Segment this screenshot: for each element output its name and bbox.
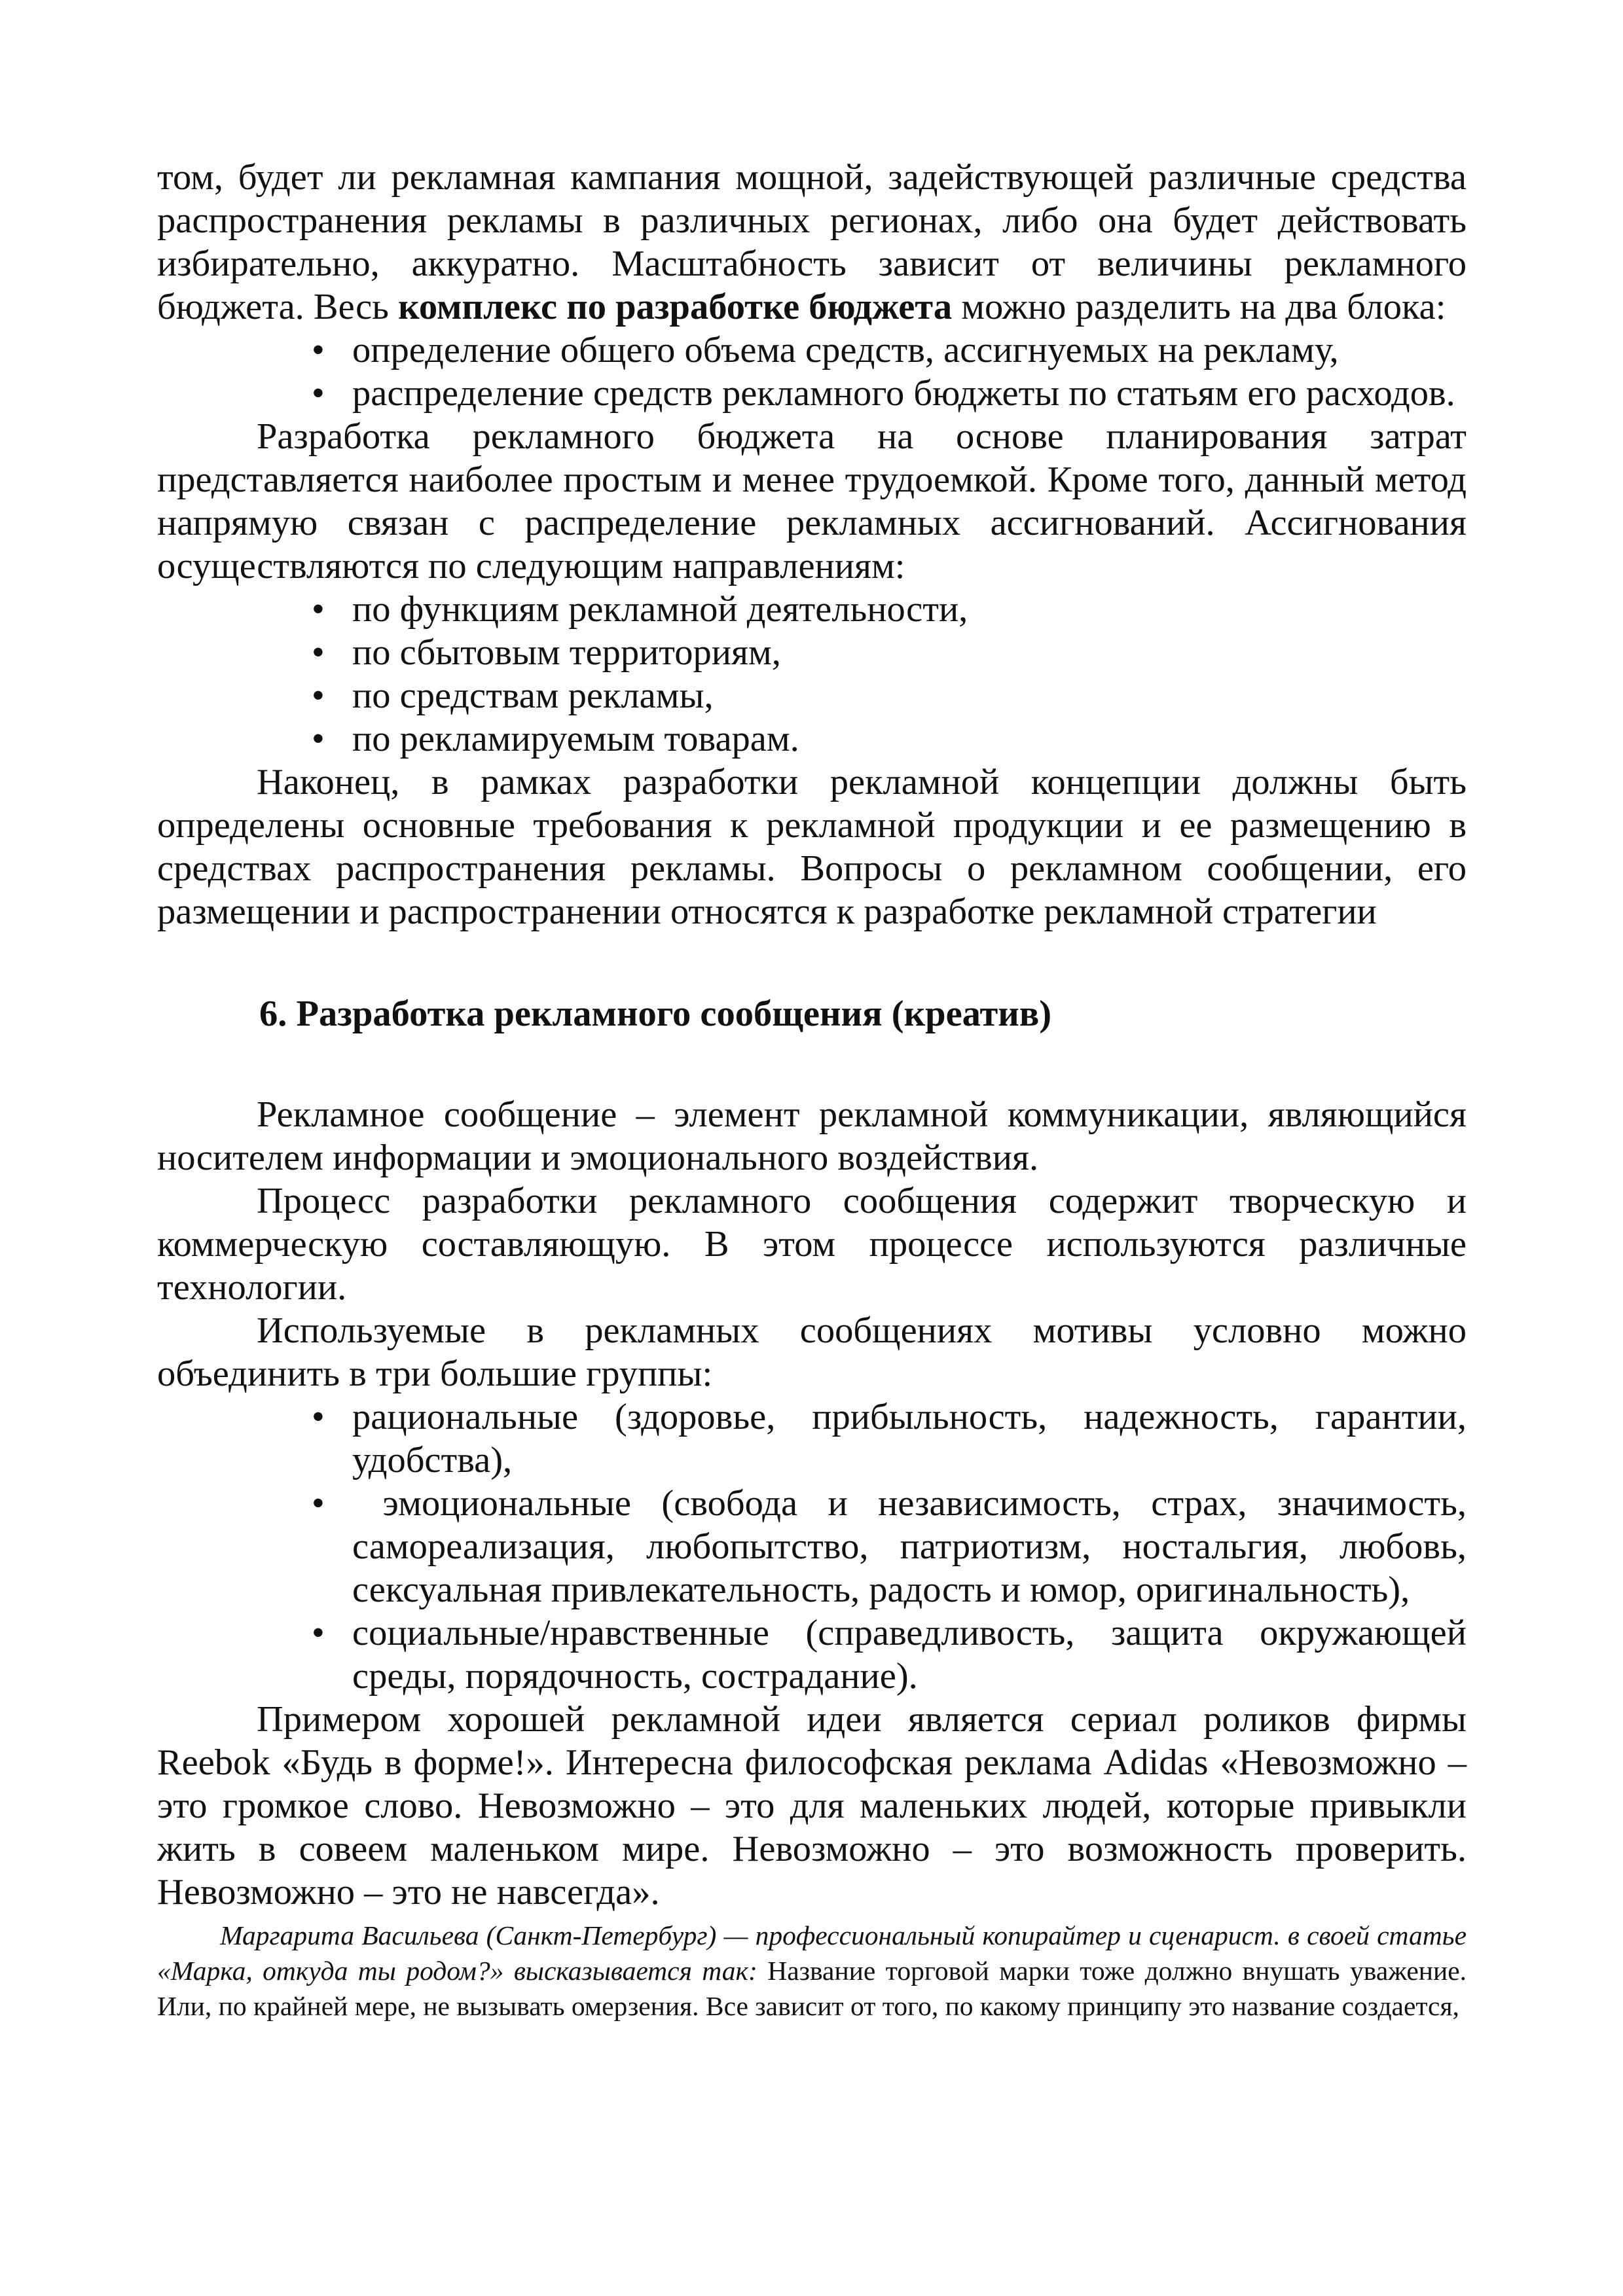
list-item (312, 631, 1467, 674)
motives-intro-paragraph: Используемые в рекламных сообщениях мотивы условно можно объединить в три большие группы: (157, 1310, 1467, 1394)
list-item-text: по сбытовым территориям, (352, 632, 781, 673)
bullet-icon: • (312, 675, 325, 716)
document-page (157, 156, 1476, 2024)
list-item-text: по рекламируемым товарам. (352, 719, 799, 759)
bullet-icon: • (312, 330, 325, 370)
list-item-text: эмоциональные (свобода и независимость, страх, значимость, самореализация, любопытство, патриотизм, ностальгия, любовь, сексуальная привлекательность, радость и юмор, оригинальность), (352, 1483, 1476, 1610)
list-item (312, 674, 1467, 717)
bullet-icon: • (312, 1613, 325, 1653)
list-item-text: распределение средств рекламного бюджеты по статьям его расходов. (352, 373, 1455, 414)
list-item-text: по функциям рекламной деятельности, (352, 589, 968, 630)
example-paragraph: Примером хорошей рекламной идеи является сериал роликов фирмы Reebok «Будь в форме!». Интересна философская реклама Adidas «Невозможно – это громкое слово. Невозможно – это для маленьких людей, которые привыкли жить в совеем маленьком мире. Невозможно – это возможность проверить. Невозможно – это не навсегда». (157, 1699, 1467, 1912)
main-text (157, 156, 1476, 1914)
intro-text-1: том, будет ли рекламная кампания мощной, задействующей различные средства распространения рекламы в различных регионах, либо она будет действовать избирательно, аккуратно. Масштабность зависит от величины рекламного бюджета. Весь (157, 157, 1467, 327)
note-regular-text: Название торговой марки тоже должно внушать уважение. Или, по крайней мере, не вызывать омерзения. Все зависит от того, по какому принципу это название создается, (157, 1956, 1467, 2021)
list-item-text: определение общего объема средств, ассигнуемых на рекламу, (352, 330, 1339, 370)
list-item-text: рациональные (здоровье, прибыльность, надежность, гарантии, удобства), (352, 1397, 1467, 1480)
intro-paragraph (157, 156, 1467, 329)
bullet-icon: • (312, 632, 325, 673)
list-item (312, 1395, 1467, 1482)
list-item (312, 329, 1467, 372)
bullet-icon: • (312, 1483, 325, 1524)
conclusion-paragraph: Наконец, в рамках разработки рекламной концепции должны быть определены основные требования к рекламной продукции и ее размещению в средствах распространения рекламы. Вопросы о рекламном сообщении, его размещении и распространении относятся к разработке рекламной стратегии (157, 762, 1467, 932)
bullet-icon: • (312, 373, 325, 414)
list-item (312, 588, 1467, 631)
motives-list (157, 1395, 1476, 1698)
list-item (312, 1611, 1467, 1698)
bullet-icon: • (312, 589, 325, 630)
budget-blocks-list (157, 329, 1467, 415)
list-item-text: по средствам рекламы, (352, 675, 714, 716)
allocations-list (157, 588, 1467, 761)
list-item-text: социальные/нравственные (справедливость, защита окружающей среды, порядочность, сострадание). (352, 1613, 1467, 1696)
note-italic-text: Маргарита Васильева (Санкт-Петербург) — профессиональный копирайтер и сценарист. в своей статье «Марка, откуда ты родом?» высказывается так: (157, 1920, 1467, 1986)
intro-text-2: можно разделить на два блока: (952, 287, 1446, 327)
note-paragraph (157, 1918, 1467, 2024)
definition-paragraph: Рекламное сообщение – элемент рекламной коммуникации, являющийся носителем информации и эмоционального воздействия. (157, 1094, 1467, 1178)
bullet-icon: • (312, 719, 325, 759)
intro-bold-phrase: комплекс по разработке бюджета (398, 287, 953, 327)
quotation-note (157, 1918, 1467, 2024)
budget-development-paragraph: Разработка рекламного бюджета на основе планирования затрат представляется наиболее простым и менее трудоемкой. Кроме того, данный метод напрямую связан с распределение рекламных ассигнований. Ассигнования осуществляются по следующим направлениям: (157, 416, 1467, 586)
list-item (312, 717, 1467, 761)
section-heading: 6. Разработка рекламного сообщения (креатив) (259, 994, 1052, 1034)
list-item (312, 372, 1467, 415)
bullet-icon: • (312, 1397, 325, 1437)
process-paragraph: Процесс разработки рекламного сообщения содержит творческую и коммерческую составляющую. В этом процессе используются различные технологии. (157, 1181, 1467, 1308)
list-item (312, 1482, 1476, 1611)
